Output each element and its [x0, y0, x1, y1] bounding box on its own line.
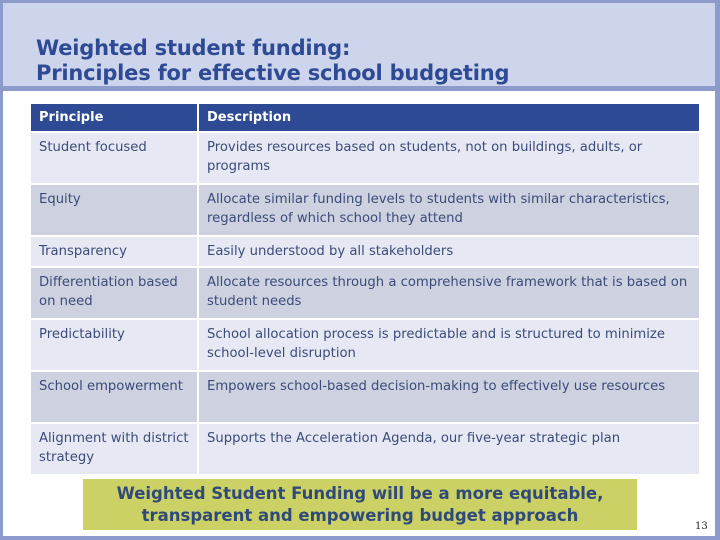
description-cell: School allocation process is predictable and is structured to minimize school-level disruption — [198, 319, 699, 371]
principle-cell: School empowerment — [31, 371, 198, 423]
slide-title-line-1: Weighted student funding: — [36, 36, 351, 60]
title-band — [3, 3, 715, 91]
principle-cell: Student focused — [31, 132, 198, 184]
principle-cell: Transparency — [31, 236, 198, 267]
summary-callout — [83, 479, 637, 530]
principle-cell: Equity — [31, 184, 198, 236]
column-header-description: Description — [198, 104, 699, 132]
table-row — [31, 267, 699, 319]
principle-cell: Predictability — [31, 319, 198, 371]
table-row — [31, 319, 699, 371]
principle-cell: Alignment with district strategy — [31, 423, 198, 475]
page-number: 13 — [695, 521, 708, 532]
description-cell: Supports the Acceleration Agenda, our five-year strategic plan — [198, 423, 699, 475]
table-row — [31, 423, 699, 475]
slide-title-line-2: Principles for effective school budgeting — [36, 61, 510, 85]
principles-table — [31, 104, 699, 476]
table-row — [31, 236, 699, 267]
table-row — [31, 132, 699, 184]
slide — [3, 3, 715, 536]
principle-cell: Differentiation based on need — [31, 267, 198, 319]
description-cell: Easily understood by all stakeholders — [198, 236, 699, 267]
description-cell: Empowers school-based decision-making to effectively use resources — [198, 371, 699, 423]
table-row — [31, 184, 699, 236]
callout-line-2: transparent and empowering budget approach — [141, 506, 579, 525]
callout-line-1: Weighted Student Funding will be a more equitable, — [116, 484, 604, 503]
description-cell: Allocate resources through a comprehensive framework that is based on student needs — [198, 267, 699, 319]
table-row — [31, 371, 699, 423]
table-header-row — [31, 104, 699, 132]
slide-title — [36, 36, 509, 86]
description-cell: Allocate similar funding levels to students with similar characteristics, regardless of which school they attend — [198, 184, 699, 236]
description-cell: Provides resources based on students, not on buildings, adults, or programs — [198, 132, 699, 184]
column-header-principle: Principle — [31, 104, 198, 132]
